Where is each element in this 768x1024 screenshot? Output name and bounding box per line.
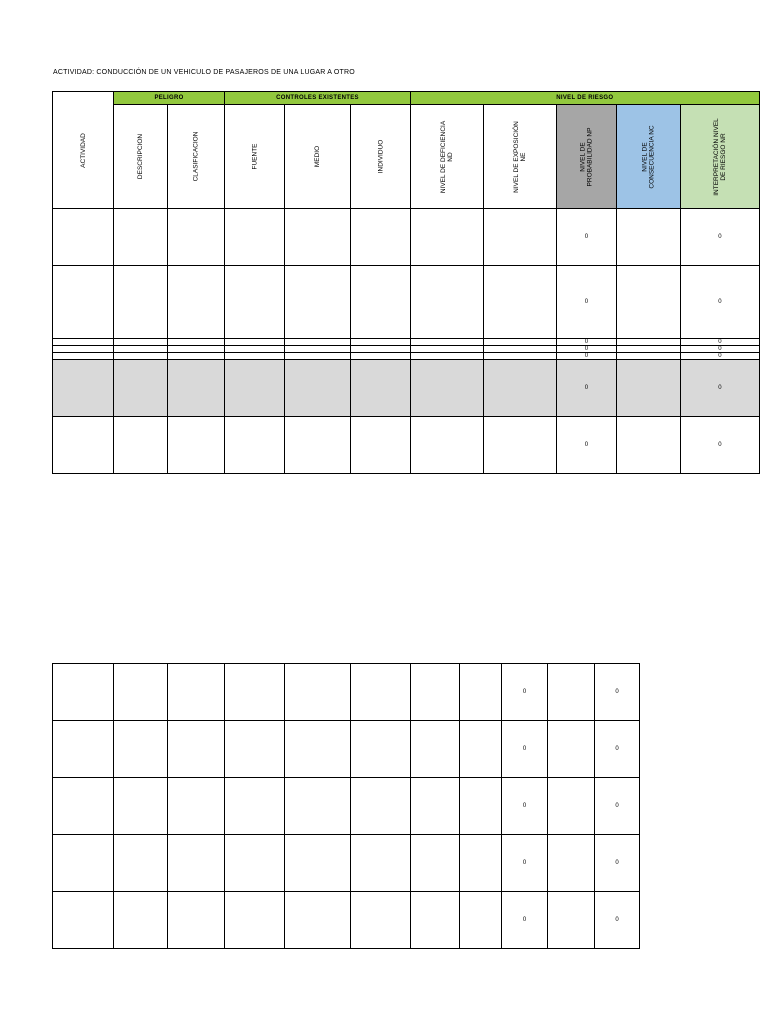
table-cell[interactable] (285, 353, 351, 360)
header-np-line2: PROBABILIDAD NP (586, 127, 594, 186)
table-cell[interactable] (53, 353, 114, 360)
table-cell[interactable] (411, 778, 460, 835)
table-cell[interactable] (616, 266, 680, 339)
table-cell[interactable] (460, 721, 502, 778)
cell-np[interactable]: 0 (557, 209, 617, 266)
table-cell[interactable] (460, 892, 502, 949)
table-cell[interactable] (225, 892, 285, 949)
table-row (53, 892, 640, 949)
table-cell[interactable] (351, 835, 411, 892)
table-cell[interactable] (168, 353, 225, 360)
table-cell[interactable] (168, 778, 225, 835)
table-cell[interactable] (411, 339, 484, 346)
table-cell[interactable] (548, 664, 595, 721)
cell-np[interactable]: 0 (502, 835, 548, 892)
table-cell[interactable] (285, 892, 351, 949)
table-cell[interactable] (114, 721, 168, 778)
table-cell[interactable] (168, 892, 225, 949)
table-cell[interactable] (411, 353, 484, 360)
header-nd-label (440, 120, 454, 192)
table-cell[interactable] (225, 209, 285, 266)
table-cell[interactable] (225, 360, 285, 417)
table-cell[interactable] (225, 339, 285, 346)
table-cell[interactable] (411, 892, 460, 949)
table-cell[interactable] (484, 209, 557, 266)
table-cell[interactable] (225, 835, 285, 892)
header-nr (681, 105, 760, 209)
table-cell[interactable] (351, 209, 411, 266)
cell-np[interactable]: 0 (502, 778, 548, 835)
header-nd-line2: ND (447, 151, 455, 162)
table-row (53, 209, 760, 266)
table-cell[interactable] (484, 339, 557, 346)
header-np-label (579, 127, 593, 186)
table-cell[interactable] (114, 339, 168, 346)
table-cell[interactable] (225, 664, 285, 721)
table-cell[interactable] (114, 778, 168, 835)
table-cell[interactable] (411, 360, 484, 417)
table-row (53, 778, 640, 835)
table-cell[interactable] (285, 339, 351, 346)
table-cell[interactable] (411, 835, 460, 892)
table-cell[interactable] (548, 721, 595, 778)
table-cell[interactable] (53, 721, 114, 778)
header-descripcion (114, 105, 168, 209)
table-cell[interactable] (351, 266, 411, 339)
cell-np[interactable]: 0 (502, 664, 548, 721)
table-cell[interactable] (285, 721, 351, 778)
group-nivel-riesgo: NIVEL DE RIESGO (411, 92, 760, 105)
group-peligro: PELIGRO (114, 92, 225, 105)
cell-nr[interactable]: 0 (681, 360, 760, 417)
table-cell[interactable] (411, 266, 484, 339)
cell-np[interactable]: 0 (557, 360, 617, 417)
table-row (53, 266, 760, 339)
table-cell[interactable] (411, 209, 484, 266)
cell-np[interactable]: 0 (557, 346, 617, 353)
table-row (53, 346, 760, 353)
table-cell[interactable] (53, 209, 114, 266)
table-cell[interactable] (53, 266, 114, 339)
table-cell[interactable] (548, 835, 595, 892)
header-nc (616, 105, 680, 209)
header-fuente-label: FUENTE (251, 143, 258, 170)
table-cell[interactable] (285, 417, 351, 474)
table-cell[interactable] (411, 664, 460, 721)
table-cell[interactable] (225, 353, 285, 360)
header-nr-label (713, 118, 727, 196)
table-cell[interactable] (616, 346, 680, 353)
cell-nr[interactable]: 0 (681, 417, 760, 474)
table-cell[interactable] (484, 353, 557, 360)
table-cell[interactable] (53, 339, 114, 346)
table-cell[interactable] (351, 339, 411, 346)
cell-np[interactable]: 0 (502, 892, 548, 949)
header-ne-line1: NIVEL DE EXPOSICIÓN (513, 120, 521, 193)
header-clasificacion-label: CLASIFICACION (192, 131, 200, 182)
header-np (557, 105, 617, 209)
table-cell[interactable] (114, 266, 168, 339)
cell-np[interactable]: 0 (557, 353, 617, 360)
table-cell[interactable] (351, 346, 411, 353)
table-cell[interactable] (114, 892, 168, 949)
table-cell[interactable] (548, 778, 595, 835)
table-cell[interactable] (114, 209, 168, 266)
table-cell[interactable] (484, 360, 557, 417)
cell-nr[interactable]: 0 (595, 835, 640, 892)
cell-nr[interactable]: 0 (681, 353, 760, 360)
table-cell[interactable] (168, 346, 225, 353)
page-title: ACTIVIDAD: CONDUCCIÓN DE UN VEHICULO DE PASAJEROS DE UNA LUGAR A OTRO (53, 69, 355, 76)
header-nd (411, 105, 484, 209)
table-cell[interactable] (168, 209, 225, 266)
table-cell[interactable] (168, 835, 225, 892)
table-cell[interactable] (484, 417, 557, 474)
header-nc-label (642, 125, 656, 188)
table-cell[interactable] (114, 353, 168, 360)
header-actividad (53, 92, 114, 209)
header-individuo (351, 105, 411, 209)
table-row (53, 417, 760, 474)
table-cell[interactable] (114, 664, 168, 721)
cell-np[interactable]: 0 (557, 417, 617, 474)
table-cell[interactable] (616, 417, 680, 474)
header-clasificacion (168, 105, 225, 209)
table-cell[interactable] (351, 360, 411, 417)
header-np-line1: NIVEL DE (579, 141, 587, 172)
table-cell[interactable] (285, 266, 351, 339)
table-cell[interactable] (168, 339, 225, 346)
cell-nr[interactable]: 0 (595, 778, 640, 835)
table-cell[interactable] (484, 266, 557, 339)
table-cell[interactable] (225, 721, 285, 778)
header-nc-line1: NIVEL DE (641, 141, 649, 172)
table-cell[interactable] (168, 664, 225, 721)
risk-matrix-table (52, 91, 760, 474)
table-cell[interactable] (411, 721, 460, 778)
table-cell[interactable] (114, 346, 168, 353)
table-cell[interactable] (225, 346, 285, 353)
header-ne-line2: NE (520, 151, 528, 162)
risk-matrix-table-continued (52, 663, 640, 949)
table-cell[interactable] (114, 417, 168, 474)
table-cell[interactable] (616, 209, 680, 266)
table-cell[interactable] (285, 835, 351, 892)
table-cell[interactable] (616, 353, 680, 360)
table-cell[interactable] (285, 209, 351, 266)
cell-nr[interactable]: 0 (681, 266, 760, 339)
header-nr-line1: INTERPRETACIÓN NIVEL (712, 117, 720, 196)
table-row (53, 353, 760, 360)
table-cell[interactable] (411, 346, 484, 353)
table-cell[interactable] (460, 664, 502, 721)
table-cell[interactable] (53, 417, 114, 474)
table-row (53, 721, 640, 778)
header-ne (484, 105, 557, 209)
table-cell[interactable] (53, 664, 114, 721)
cell-nr[interactable]: 0 (595, 721, 640, 778)
table-row (53, 360, 760, 417)
table-cell[interactable] (114, 835, 168, 892)
cell-np[interactable]: 0 (557, 339, 617, 346)
table-cell[interactable] (351, 892, 411, 949)
header-actividad-label: ACTIVIDAD (79, 132, 87, 168)
table-cell[interactable] (285, 664, 351, 721)
header-fuente (225, 105, 285, 209)
table-cell[interactable] (53, 835, 114, 892)
cell-nr[interactable]: 0 (595, 664, 640, 721)
table-cell[interactable] (616, 339, 680, 346)
table-cell[interactable] (351, 721, 411, 778)
table-cell[interactable] (616, 360, 680, 417)
table-cell[interactable] (285, 778, 351, 835)
table-cell[interactable] (114, 360, 168, 417)
table-cell[interactable] (285, 360, 351, 417)
table-cell[interactable] (168, 266, 225, 339)
table-cell[interactable] (460, 778, 502, 835)
table-cell[interactable] (53, 360, 114, 417)
header-medio (285, 105, 351, 209)
table-cell[interactable] (460, 835, 502, 892)
cell-nr[interactable]: 0 (681, 346, 760, 353)
header-ne-label (513, 121, 527, 193)
table-cell[interactable] (168, 417, 225, 474)
cell-nr[interactable]: 0 (681, 209, 760, 266)
header-medio-label: MEDIO (314, 145, 321, 168)
header-nr-line2: DE RIESGO NR (719, 132, 727, 181)
table-cell[interactable] (53, 892, 114, 949)
table-cell[interactable] (225, 417, 285, 474)
header-nc-line2: CONSECUENCIA NC (648, 124, 656, 189)
table-cell[interactable] (351, 664, 411, 721)
table-cell[interactable] (168, 360, 225, 417)
cell-np[interactable]: 0 (557, 266, 617, 339)
header-nd-line1: NIVEL DE DEFICIENCIA (440, 120, 448, 193)
table-cell[interactable] (168, 721, 225, 778)
table-cell[interactable] (53, 778, 114, 835)
table-cell[interactable] (225, 266, 285, 339)
table-row (53, 835, 640, 892)
cell-nr[interactable]: 0 (595, 892, 640, 949)
header-individuo-label: INDIVIDUO (377, 139, 384, 174)
table-cell[interactable] (484, 346, 557, 353)
table-cell[interactable] (225, 778, 285, 835)
table-cell[interactable] (53, 346, 114, 353)
table-row (53, 664, 640, 721)
table-cell[interactable] (351, 778, 411, 835)
cell-np[interactable]: 0 (502, 721, 548, 778)
table-cell[interactable] (411, 417, 484, 474)
group-controles: CONTROLES EXISTENTES (225, 92, 411, 105)
table-cell[interactable] (548, 892, 595, 949)
table-cell[interactable] (351, 417, 411, 474)
table-cell[interactable] (351, 353, 411, 360)
table-cell[interactable] (285, 346, 351, 353)
table-row (53, 339, 760, 346)
cell-nr[interactable]: 0 (681, 339, 760, 346)
header-descripcion-label: DESCRIPCION (137, 133, 144, 180)
